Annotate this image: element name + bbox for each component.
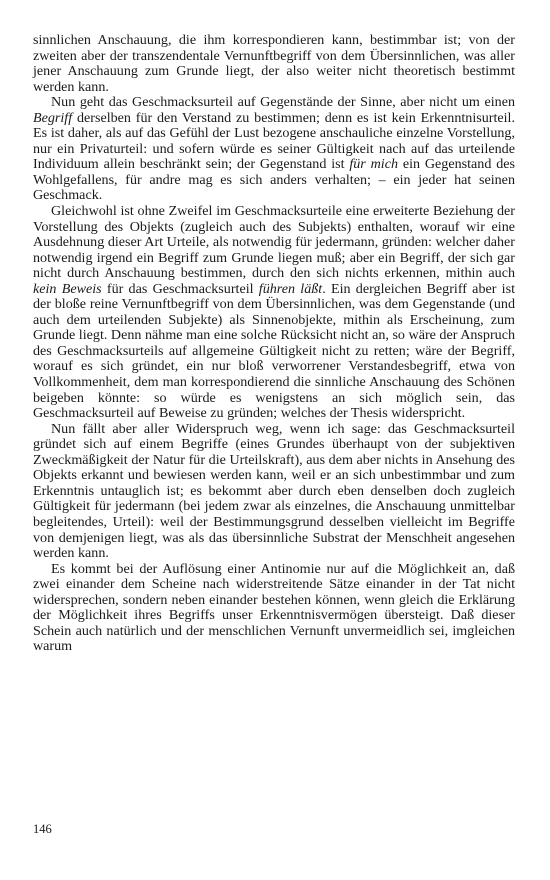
paragraph-text: . Ein dergleichen Begriff aber ist der bloße reine Vernunftbegriff von dem Übersinnlichen, was dem Gegenstande (und auch dem urteilenden Subjekte) als Sinnenobjekte, mithin als Erscheinung, zum Grunde liegt. Denn nähme man eine solche Rücksicht nicht an, so wäre der Anspruch des Geschmacksurteils auf allgemeine Gültigkeit nicht zu retten; wäre der Begriff, worauf es sich gründet, ein nur bloß verworrener Verstandesbegriff, etwa von Vollkommenheit, dem man korrespondierend die sinnliche Anschauung des Schönen beigeben könnte: so würde es wenigstens an sich möglich sein, das Geschmacksurteil auf Beweise zu gründen; welches der Thesis widerspricht.	[33, 280, 515, 422]
paragraph-text: Gleichwohl ist ohne Zweifel im Geschmacksurteile eine erweiterte Beziehung der Vorstellung des Objekts (zugleich auch des Subjekts) enthalten, worauf wir eine Ausdehnung dieser Art Urteile, als notwendig für jedermann, gründen: welcher daher notwendig irgend ein Begriff zum Grunde liegen muß; aber ein Begriff, der sich gar nicht durch Anschauung bestimmen, durch den sich nichts erkennen, mithin auch	[33, 203, 515, 282]
paragraph-2	[33, 95, 515, 204]
paragraph-5	[33, 562, 515, 655]
paragraph-text: Es kommt bei der Auflösung einer Antinomie nur auf die Möglichkeit an, daß zwei einander dem Scheine nach widerstreitende Sätze einander in der Tat nicht widersprechen, sondern neben einander bestehen können, wenn gleich die Erklärung der Möglichkeit ihres Begriffs unser Erkenntnisvermögen übersteigt. Daß dieser Schein auch natürlich und der menschlichen Vernunft unvermeidlich sei, imgleichen warum	[33, 560, 515, 655]
page-number: 146	[33, 822, 52, 836]
paragraph-1	[33, 33, 515, 95]
paragraph-text: derselben für den Verstand zu bestimmen; denn es ist kein Erkenntnisurteil. Es ist daher, als auf das Gefühl der Lust bezogene anschauliche einzelne Vorstellung, nur ein Privaturteil: und sofern würde es seiner Gültigkeit nach auf das urteilende Individuum allein beschränkt sein; der Gegenstand ist	[33, 109, 515, 173]
text-block	[33, 33, 515, 655]
paragraph-text: ein Gegenstand des Wohlgefallens, für andre mag es sich anders verhalten; – ein jeder hat seinen Geschmack.	[33, 156, 515, 204]
paragraph-text: für das Geschmacksurteil	[101, 280, 259, 297]
paragraph-text: Nun geht das Geschmacksurteil auf Gegenstände der Sinne, aber nicht um einen	[51, 94, 515, 111]
emphasis-text: kein Beweis	[33, 280, 102, 297]
paragraph-3	[33, 204, 515, 422]
emphasis-text: für mich	[349, 156, 398, 173]
emphasis-text: führen läßt	[258, 280, 323, 297]
paragraph-text: sinnlichen Anschauung, die ihm korrespondieren kann, bestimmbar ist; von der zweiten aber der transzendentale Vernunftbegriff von dem Übersinnlichen, was aller jener Anschauung zum Grunde liegt, der also weiter nicht theoretisch bestimmt werden kann.	[33, 32, 515, 95]
paragraph-4	[33, 422, 515, 562]
emphasis-text: Begriff	[33, 109, 73, 126]
paragraph-text: Nun fällt aber aller Widerspruch weg, wenn ich sage: das Geschmacksurteil gründet sich auf einem Begriffe (eines Grundes überhaupt von der subjektiven Zweckmäßigkeit der Natur für die Urteilskraft), aus dem aber nichts in Ansehung des Objekts erkannt und bewiesen werden kann, weil er an sich unbestimmbar und zum Erkenntnis untauglich ist; es bekommt aber durch eben denselben doch zugleich Gültigkeit für jedermann (bei jedem zwar als einzelnes, die Anschauung unmittelbar begleitendes, Urteil): weil der Bestimmungsgrund desselben vielleicht im Begriffe von demjenigen liegt, was als das übersinnliche Substrat der Menschheit angesehen werden kann.	[33, 420, 515, 562]
